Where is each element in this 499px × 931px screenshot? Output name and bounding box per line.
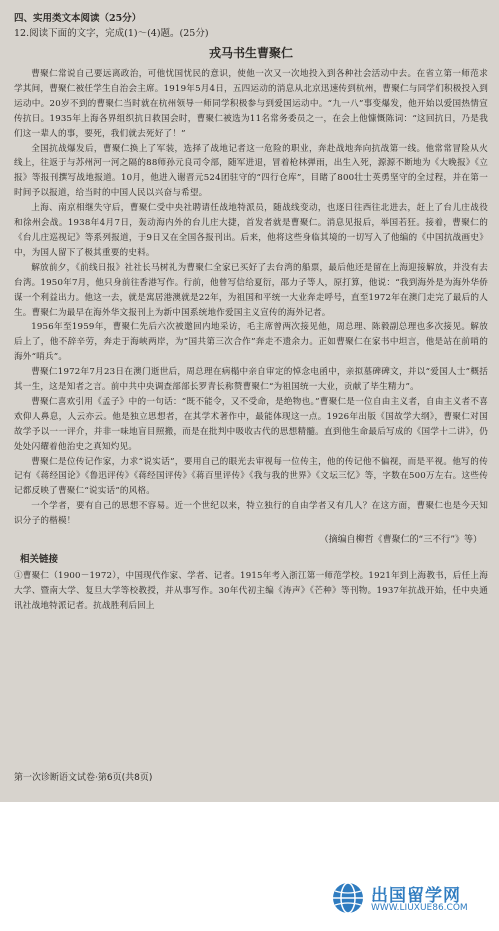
article-paragraph-2: 全国抗战爆发后，曹聚仁换上了军装，选择了战地记者这一危险的职业，奔赴战地奔向抗战第一线。他常常冒险从火线上，往返于与苏州河一河之隔的88师孙元良司令部，随军进退，冒着枪林弹雨，出生入死，源源不断地为《大晚报》《立报》等报刊撰写战地报道。10月，他进入谢晋元524团驻守的“四行仓库”，目睹了800壮士英勇坚守的全过程，并在第一时间予以报道，给当时的中国人民以兴奋与希望。 — [14, 143, 488, 199]
article-source: （摘编自柳哲《曹聚仁的“三不行”》等） — [319, 535, 482, 546]
article-paragraph-7: 曹聚仁喜欢引用《孟子》中的一句话：“既不能令，又不受命，是绝物也。”曹聚仁是一位自由主义者，自由主义者不喜欢仰人鼻息，人云亦云。他是独立思想者，在其学术著作中，最能体现这一点。1926年出版《国故学大纲》，曹聚仁对国故学予以一一评介，并非一味地盲目照搬，而是在批判中吸收古代的思想精髓。直到他生命最后写成的《国学十二讲》，仍处处闪耀着他治史之真知灼见。 — [14, 396, 488, 452]
related-note: ①曹聚仁（1900－1972），中国现代作家、学者、记者。1915年考入浙江第一师范学校。1921年到上海教书，后任上海大学、暨南大学、复旦大学等校教授，并从事写作。30年代初主编《涛声》《芒种》等刊物。1937年抗战开始，任中央通讯社战地特派记者。抗战胜利后回上 — [14, 571, 488, 611]
article-paragraph-6: 曹聚仁1972年7月23日在澳门逝世后，周总理在病榻中亲自审定的悼念电函中，亲拟墓碑碑文，并以“爱国人士”概括其一生，这是知者之言。前中共中央调查部部长罗青长称赞曹聚仁“为祖国统一大业，贡献了毕生精力”。 — [14, 367, 488, 393]
exam-content — [14, 12, 488, 614]
article-paragraph-3: 上海、南京相继失守后，曹聚仁受中央社聘请任战地特派员，随战线变动，也逐日往西往北进去，赶上了台儿庄战役和徐州会战。1938年4月7日，轰动海内外的台儿庄大捷，首发者就是曹聚仁。消息见报后，举国若狂。接着，曹聚仁的《台儿庄巡视记》等系列报道，于9日又在全国各报刊出。后来，他将这些身临其境的一切写入了他编的《中国抗战画史》中，为国人留下了极其重要的史料。 — [14, 203, 488, 258]
article-paragraph-1: 曹聚仁常说自己要远离政治，可他忧国忧民的意识，使他一次又一次地投入到各种社会活动中去。在省立第一师范求学其间，曹聚仁被任学生自治会主席。1919年5月4日，五四运动的消息从北京迅速传到杭州，曹聚仁与同学们积极投入到运动中。20岁不到的曹聚仁当时就在杭州领导一师同学积极参与到爱国运动中。“九一八”事变爆发，他开始以爱国热情宣传抗日。1935年上海各界组织抗日救国会时，曹聚仁被选为11名常务委员之一，在会上他慷慨陈词：“这回抗日，乃是我们这一辈人的事，要死，我们就去死好了！” — [14, 69, 488, 139]
article-title: 戎马书生曹聚仁 — [208, 46, 293, 60]
site-watermark — [331, 879, 491, 919]
article-paragraph-8: 曹聚仁是位传记作家，力求“说实话”，要用自己的眼光去审视每一位传主，他的传记他不偏视，而是平视。他写的传记有《蒋经国论》《鲁迅评传》《蒋经国评传》《蒋百里评传》《我与我的世界》《文坛三忆》等，字数在500万左右。这些传记都反映了曹聚仁“说实话”的风格。 — [14, 456, 488, 497]
globe-logo-icon — [331, 881, 365, 915]
article-paragraph-5: 1956年至1959年，曹聚仁先后六次被邀回内地采访，毛主席曾两次接见他，周总理、陈毅副总理也多次接见。解放后上了，他不辞辛劳，奔走于海峡两岸，为“国共第三次合作”奔走不遗余力。正如曹聚仁在家书中坦言，他是站在前哨的海外“哨兵”。 — [14, 322, 488, 363]
watermark-url: WWW.LIUXUE86.COM — [371, 903, 468, 913]
watermark-site-name: 出国留学网 — [371, 886, 461, 906]
question-instruction: 12.阅读下面的文字，完成(1)～(4)题。(25分) — [14, 28, 209, 39]
related-links-heading: 相关链接 — [20, 554, 59, 566]
article-paragraph-9: 一个学者，要有自己的思想不容易。近一个世纪以来，特立独行的自由学者又有几人？在这方面，曹聚仁也是今天知识分子的楷模！ — [14, 501, 488, 527]
article-paragraph-4: 解放前夕，《前线日报》社社长马树礼为曹聚仁全家已买好了去台湾的船票，最后他还是留在上海迎接解放，并没有去台湾。1950年7月，他只身前往香港写作。行前，他曾写信给夏衍，邵力子等人，原打算，他说：“我到海外是为海外华侨谋一个利益出力。他这一去，就是寓居港澳就是22年，为祖国和平统一大业奔走呼号，直至1972年在澳门走完了最后的人生。曹聚仁为最早在海外华文报刊上为新中国系统地作爱国主义宣传的海外记者。 — [14, 262, 488, 318]
section-title: 四、实用类文本阅读（25分） — [14, 13, 142, 24]
page-footer: 第一次诊断语文试卷·第6页(共8页) — [14, 773, 153, 783]
